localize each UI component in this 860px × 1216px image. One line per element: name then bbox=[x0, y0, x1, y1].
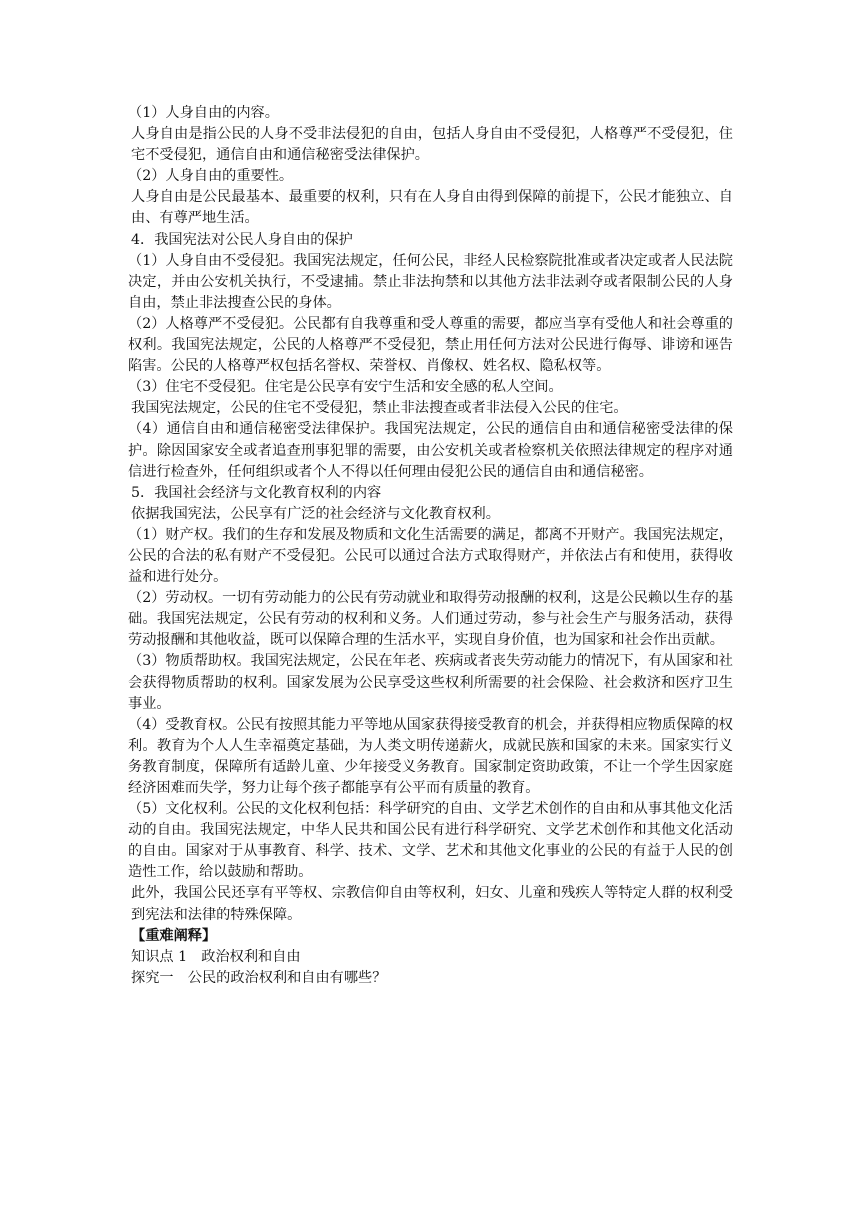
paragraph-12: 依据我国宪法，公民享有广泛的社会经济与文化教育权利。 bbox=[131, 505, 500, 522]
paragraph-16: （4）受教育权。公民有按照其能力平等地从国家获得接受教育的机会，并获得相应物质保障的权利。教育为个人人生幸福奠定基础，为人类文明传递薪火，成就民族和国家的未来。国家实行义务教育制度，保障所有适龄儿童、少年接受义务教育。国家制定资助政策，不让一个学生因家庭经济困难而失学，努力让每个孩子都能享有公平而有质量的教育。 bbox=[128, 716, 733, 796]
section-label: 【重难阐释】 bbox=[131, 927, 217, 944]
exploration-question: 探究一 公民的政治权利和自由有哪些？ bbox=[131, 969, 387, 986]
section-heading-5: 5．我国社会经济与文化教育权利的内容 bbox=[131, 484, 382, 501]
knowledge-point-heading: 知识点 1 政治权利和自由 bbox=[131, 948, 301, 965]
paragraph-6: （1）人身自由不受侵犯。我国宪法规定，任何公民，非经人民检察院批准或者决定或者人民法院决定，并由公安机关执行，不受逮捕。禁止非法拘禁和以其他方法非法剥夺或者限制公民的人身自由，禁止非法搜查公民的身体。 bbox=[128, 252, 733, 311]
paragraph-17: （5）文化权利。公民的文化权利包括：科学研究的自由、文学艺术创作的自由和从事其他文化活动的自由。我国宪法规定，中华人民共和国公民有进行科学研究、文学艺术创作和其他文化活动的自由。国家对于从事教育、科学、技术、文学、艺术和其他文化事业的公民的有益于人民的创造性工作，给以鼓励和帮助。 bbox=[128, 801, 733, 881]
paragraph-2: 人身自由是指公民的人身不受非法侵犯的自由，包括人身自由不受侵犯，人格尊严不受侵犯，住宅不受侵犯，通信自由和通信秘密受法律保护。 bbox=[131, 126, 733, 164]
paragraph-18: 此外，我国公民还享有平等权、宗教信仰自由等权利，妇女、儿童和残疾人等特定人群的权利受到宪法和法律的特殊保障。 bbox=[131, 885, 733, 923]
paragraph-1: （1）人身自由的内容。 bbox=[128, 105, 279, 121]
paragraph-8: （3）住宅不受侵犯。住宅是公民享有安宁生活和安全感的私人空间。 bbox=[128, 379, 563, 396]
paragraph-7: （2）人格尊严不受侵犯。公民都有自我尊重和受人尊重的需要，都应当享有受他人和社会尊重的权利。我国宪法规定，公民的人格尊严不受侵犯，禁止用任何方法对公民进行侮辱、诽谤和诬告陷害。公民的人格尊严权包括名誉权、荣誉权、肖像权、姓名权、隐私权等。 bbox=[128, 315, 733, 375]
paragraph-4: 人身自由是公民最基本、最重要的权利，只有在人身自由得到保障的前提下，公民才能独立、自由、有尊严地生活。 bbox=[131, 189, 733, 227]
paragraph-3: （2）人身自由的重要性。 bbox=[128, 168, 294, 185]
paragraph-10: （4）通信自由和通信秘密受法律保护。我国宪法规定，公民的通信自由和通信秘密受法律的保护。除因国家安全或者追查刑事犯罪的需要，由公安机关或者检察机关依照法律规定的程序对通信进行检查外，任何组织或者个人不得以任何理由侵犯公民的通信自由和通信秘密。 bbox=[128, 421, 733, 480]
document-page bbox=[128, 103, 733, 989]
section-heading-4: 4．我国宪法对公民人身自由的保护 bbox=[131, 231, 353, 248]
paragraph-13: （1）财产权。我们的生存和发展及物质和文化生活需要的满足，都离不开财产。我国宪法规定，公民的合法的私有财产不受侵犯。公民可以通过合法方式取得财产，并依法占有和使用，获得收益和进行处分。 bbox=[128, 526, 733, 586]
paragraph-15: （3）物质帮助权。我国宪法规定，公民在年老、疾病或者丧失劳动能力的情况下，有从国家和社会获得物质帮助的权利。国家发展为公民享受这些权利所需要的社会保险、社会救济和医疗卫生事业。 bbox=[128, 653, 733, 712]
paragraph-14: （2）劳动权。一切有劳动能力的公民有劳动就业和取得劳动报酬的权利，这是公民赖以生存的基础。我国宪法规定，公民有劳动的权利和义务。人们通过劳动，参与社会生产与服务活动，获得劳动报酬和其他收益，既可以保障合理的生活水平，实现自身价值，也为国家和社会作出贡献。 bbox=[128, 590, 733, 649]
paragraph-9: 我国宪法规定，公民的住宅不受侵犯，禁止非法搜查或者非法侵入公民的住宅。 bbox=[131, 400, 628, 417]
